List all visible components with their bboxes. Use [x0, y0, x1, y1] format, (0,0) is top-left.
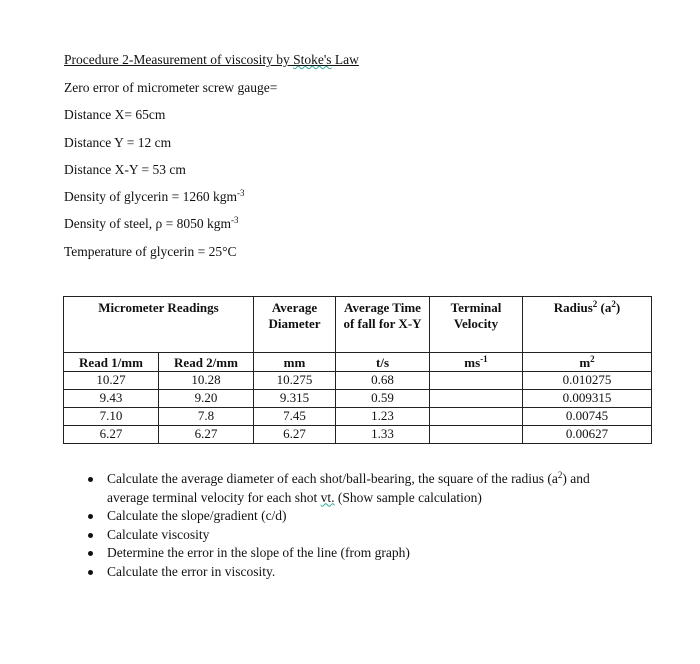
glycerin-density-line — [64, 189, 244, 205]
cell-read1: 7.10 — [64, 408, 159, 426]
unit-velocity — [430, 353, 523, 372]
table-header-row — [64, 297, 652, 353]
cell-velocity — [430, 408, 523, 426]
list-item: Calculate the slope/gradient (c/d) — [87, 507, 627, 526]
cell-time: 0.68 — [336, 372, 430, 390]
table-row — [64, 372, 652, 390]
header-average-time: Average Time of fall for X-Y — [336, 297, 430, 353]
cell-radius: 0.009315 — [523, 390, 652, 408]
title-word-stokes: Stoke's — [293, 52, 332, 67]
cell-read1: 9.43 — [64, 390, 159, 408]
cell-time: 1.33 — [336, 426, 430, 444]
cell-time: 1.23 — [336, 408, 430, 426]
unit-velocity-text: ms — [464, 355, 481, 370]
cell-velocity — [430, 372, 523, 390]
unit-radius — [523, 353, 652, 372]
temperature-line: Temperature of glycerin = 25°C — [64, 244, 237, 259]
unit-radius-exp: 2 — [590, 354, 595, 364]
task-1-text-a: Calculate the average diameter of each shot/ball-bearing, the square of the radius (a — [107, 471, 558, 486]
zero-error-line: Zero error of micrometer screw gauge= — [64, 80, 278, 95]
glycerin-density-exponent: -3 — [236, 188, 245, 198]
cell-read2: 9.20 — [159, 390, 254, 408]
cell-read2: 10.28 — [159, 372, 254, 390]
radius-header-close: ) — [615, 300, 621, 315]
title-suffix: Law — [331, 52, 359, 67]
cell-read1: 6.27 — [64, 426, 159, 444]
unit-read1: Read 1/mm — [64, 353, 159, 372]
radius-header-exp: 2 — [592, 299, 598, 309]
cell-time: 0.59 — [336, 390, 430, 408]
task-1-exp: 2 — [557, 470, 563, 480]
cell-read1: 10.27 — [64, 372, 159, 390]
steel-density-line — [64, 216, 238, 232]
list-item: Calculate the error in viscosity. — [87, 563, 627, 582]
cell-radius: 0.00745 — [523, 408, 652, 426]
task-list — [87, 470, 627, 581]
cell-velocity — [430, 390, 523, 408]
header-radius-squared — [523, 297, 652, 353]
readings-table — [63, 296, 652, 444]
header-micrometer-readings: Micrometer Readings — [64, 297, 254, 353]
cell-read2: 7.8 — [159, 408, 254, 426]
cell-diameter: 9.315 — [254, 390, 336, 408]
table-row — [64, 426, 652, 444]
cell-read2: 6.27 — [159, 426, 254, 444]
distance-xy-line: Distance X-Y = 53 cm — [64, 162, 186, 177]
task-1-word-vt: vt. — [320, 489, 335, 505]
cell-diameter: 7.45 — [254, 408, 336, 426]
table-row — [64, 390, 652, 408]
steel-density-exponent: -3 — [230, 215, 239, 225]
radius-header-text: Radius — [553, 300, 593, 315]
page-title — [64, 52, 359, 68]
title-prefix: Procedure 2-Measurement of viscosity by — [64, 52, 294, 67]
glycerin-density-text: Density of glycerin = 1260 kgm — [64, 189, 237, 204]
list-item: Calculate viscosity — [87, 526, 627, 545]
distance-y-line: Distance Y = 12 cm — [64, 135, 172, 150]
list-item — [87, 470, 627, 507]
unit-velocity-exp: -1 — [480, 354, 488, 364]
steel-density-text: Density of steel, ρ = 8050 kgm — [64, 216, 231, 231]
list-item: Determine the error in the slope of the line (from graph) — [87, 544, 627, 563]
header-average-diameter: Average Diameter — [254, 297, 336, 353]
unit-time: t/s — [336, 353, 430, 372]
table-units-row — [64, 353, 652, 372]
cell-velocity — [430, 426, 523, 444]
task-1-text-c: (Show sample calculation) — [334, 489, 482, 505]
distance-x-line: Distance X= 65cm — [64, 107, 166, 122]
radius-header-a: (a — [597, 300, 612, 315]
cell-diameter: 10.275 — [254, 372, 336, 390]
unit-read2: Read 2/mm — [159, 353, 254, 372]
header-terminal-velocity: Terminal Velocity — [430, 297, 523, 353]
cell-diameter: 6.27 — [254, 426, 336, 444]
task-1-text-b: ) and average terminal velocity for each shot — [107, 471, 590, 505]
table-row — [64, 408, 652, 426]
unit-diameter: mm — [254, 353, 336, 372]
cell-radius: 0.010275 — [523, 372, 652, 390]
cell-radius: 0.00627 — [523, 426, 652, 444]
radius-header-a-exp: 2 — [611, 299, 616, 309]
unit-radius-text: m — [579, 355, 591, 370]
